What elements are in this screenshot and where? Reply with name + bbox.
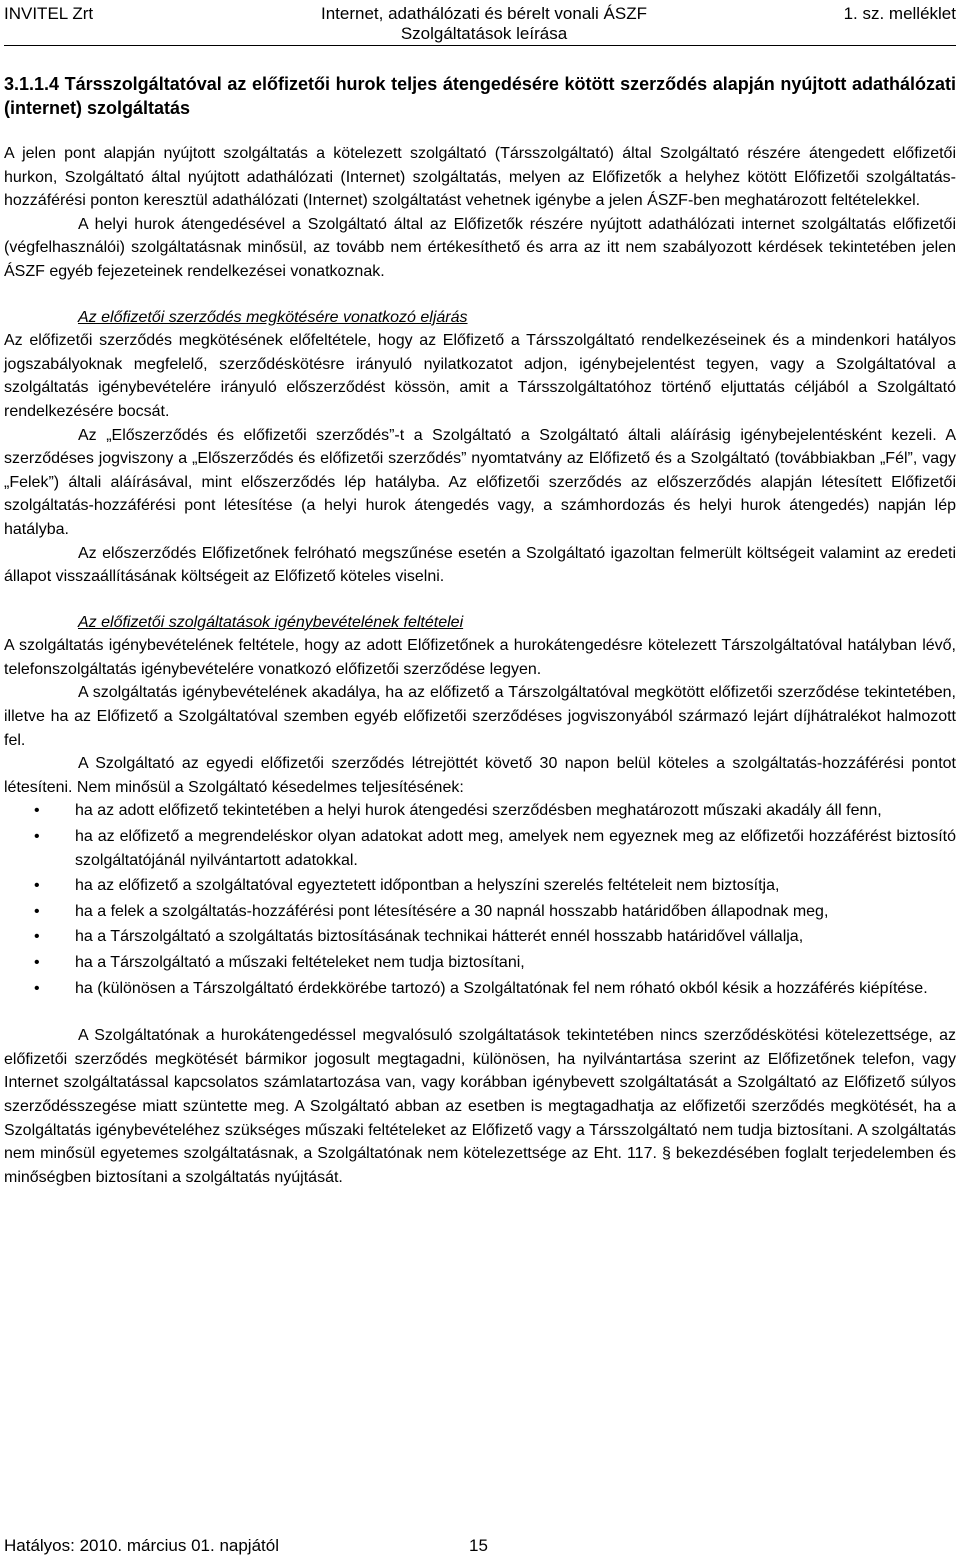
footer-validity-date: Hatályos: 2010. március 01. napjától bbox=[4, 1536, 279, 1555]
contract-paragraph-1: Az előfizetői szerződés megkötésének előfeltétele, hogy az Előfizető a Társszolgáltató rendelkezéseinek és a mindenkori hatályos jogszabályoknak megfelelő, szerződéskötésre irányuló nyilatkozatot adjon, igénybejelentést tegyen, vagy a Szolgáltatóval a szolgáltatás igénybevételére irányuló előszerződést kössön, amit a Társszolgáltatóhoz történő eljuttatás céljából a Szolgáltató rendelkezésére bocsát. bbox=[4, 332, 956, 420]
bullet-icon: • bbox=[34, 902, 40, 920]
list-item-text: ha az előfizető a megrendeléskor olyan adatokat adott meg, amelyek nem egyeznek meg az előfizetői hozzáférést biztosító szolgáltatójánál nyilvántartott adatokkal. bbox=[75, 828, 956, 869]
header-document-title bbox=[304, 4, 664, 44]
bullet-icon: • bbox=[34, 877, 40, 895]
list-item bbox=[4, 825, 956, 872]
spacer bbox=[4, 284, 956, 306]
bullet-icon: • bbox=[34, 802, 40, 820]
header-title-line2: Szolgáltatások leírása bbox=[400, 24, 568, 43]
list-item bbox=[4, 951, 956, 975]
subsection-title-contract: Az előfizetői szerződés megkötésére vonatkozó eljárás bbox=[78, 308, 468, 326]
header-divider bbox=[4, 45, 956, 46]
intro-paragraph-1: A jelen pont alapján nyújtott szolgáltatás a kötelezett szolgáltató (Társszolgáltató) által Szolgáltató részére átengedett előfizetői hurkon, Szolgáltató által nyújtott adathálózati (Internet) szolgáltatás, melyen az Előfizetők a helyhez kötött Előfizetői szolgáltatás-hozzáférési ponton keresztül adathálózati (Internet) szolgáltatást vehetnek igénybe a jelen ÁSZF-ben meghatározott feltételekkel. bbox=[4, 145, 956, 210]
spacer bbox=[4, 1002, 956, 1024]
document-body bbox=[4, 72, 956, 1189]
contract-paragraph-3: Az előszerződés Előfizetőnek felróható megszűnése esetén a Szolgáltató igazoltan felmerült költségeit valamint az eredeti állapot visszaállításának költségeit az Előfizető köteles viselni. bbox=[4, 544, 956, 586]
list-item bbox=[4, 925, 956, 949]
page-footer bbox=[4, 1536, 488, 1556]
subsection-title-conditions: Az előfizetői szolgáltatások igénybevételének feltételei bbox=[78, 613, 464, 631]
page-number: 15 bbox=[469, 1536, 488, 1555]
conditions-paragraph-2: A szolgáltatás igénybevételének akadálya, ha az előfizető a Társzolgáltatóval megkötött előfizetői szerződése tekintetében, illetve ha az Előfizető a Szolgáltatóval szemben egyéb előfizetői szerződéses jogviszonyából származó lejárt díjhátralékot halmozott fel. bbox=[4, 684, 956, 749]
list-item-text: ha (különösen a Társzolgáltató érdekkörébe tartozó) a Szolgáltatónak fel nem róható okból késik a hozzáférés kiépítése. bbox=[75, 979, 928, 997]
header-title-line1: Internet, adathálózati és bérelt vonali ÁSZF bbox=[320, 4, 647, 23]
list-item bbox=[4, 874, 956, 898]
list-item bbox=[4, 977, 956, 1001]
contract-paragraph-2: Az „Előszerződés és előfizetői szerződés”-t a Szolgáltató a Szolgáltató általi aláírásig igénybejelentésként kezeli. A szerződéses jogviszony a „Előszerződés és előfizetői szerződés” nyomtatvány az Előfizető és a Szolgáltató (továbbiakban „Fél”, vagy „Felek”) általi aláírásával, mint előszerződés lép hatályba. Az előfizetői szerződés az előszerződés alapján létesített Előfizetői szolgáltatás-hozzáférési pont létesítése (a helyi hurok átengedés vagy, a számhordozás és helyi hurok átengedés) napján lép hatályba. bbox=[4, 426, 956, 538]
list-item-text: ha a Társzolgáltató a műszaki feltételeket nem tudja biztosítani, bbox=[75, 954, 525, 971]
bullet-icon: • bbox=[34, 979, 40, 997]
intro-paragraph-2: A helyi hurok átengedésével a Szolgáltató által az Előfizetők részére nyújtott adathálózati internet szolgáltatás előfizetői (végfelhasználói) szolgáltatásnak minősül, az tovább nem értékesíthető és arra az itt nem szabályozott kérdések tekintetében jelen ÁSZF egyéb fejezeteinek rendelkezései vonatkoznak. bbox=[4, 215, 956, 280]
conditions-paragraph-3: A Szolgáltató az egyedi előfizetői szerződés létrejöttét követő 30 napon belül köteles a szolgáltatás-hozzáférési pontot létesíteni. Nem minősül a Szolgáltató késedelmes teljesítésének: bbox=[4, 755, 956, 796]
bullet-icon: • bbox=[34, 828, 40, 846]
section-heading: 3.1.1.4 Társszolgáltatóval az előfizetői hurok teljes átengedésére kötött szerződés alapján nyújtott adathálózati (internet) szolgáltatás bbox=[4, 74, 956, 118]
list-item-text: ha a felek a szolgáltatás-hozzáférési pont létesítésére a 30 napnál hosszabb határidőben állapodnak meg, bbox=[75, 902, 829, 920]
spacer bbox=[4, 120, 956, 142]
list-item-text: ha a Társzolgáltató a szolgáltatás biztosításának technikai hátterét ennél hosszabb határidővel vállalja, bbox=[75, 928, 804, 946]
spacer bbox=[4, 589, 956, 611]
list-item bbox=[4, 799, 956, 823]
list-item bbox=[4, 900, 956, 924]
bullet-icon: • bbox=[34, 928, 40, 946]
conditions-paragraph-1: A szolgáltatás igénybevételének feltétele, hogy az adott Előfizetőnek a hurokátengedésre kötelezett Társzolgáltatóval hatályban lévő, telefonszolgáltatás igénybevételére vonatkozó előfizetői szerződése legyen. bbox=[4, 637, 956, 678]
bullet-icon: • bbox=[34, 954, 40, 971]
exceptions-list bbox=[4, 799, 956, 1000]
header-company: INVITEL Zrt bbox=[4, 4, 94, 23]
list-item-text: ha az előfizető a szolgáltatóval egyeztetett időpontban a helyszíni szerelés feltételeit nem biztosítja, bbox=[75, 877, 780, 895]
conditions-paragraph-4: A Szolgáltatónak a hurokátengedéssel megvalósuló szolgáltatások tekintetében nincs szerződéskötési kötelezettsége, az előfizetői szerződés megkötését bármikor jogosult megtagadni, különösen, ha nyilvántartása szerint az Előfizetőnek telefon, vagy Internet szolgáltatással kapcsolatos számlatartozása van, vagy korábban igénybevett szolgáltatását a Szolgáltató az Előfizető súlyos szerződésszegése miatt szüntette meg. A Szolgáltató abban az esetben is megtagadhatja az előfizetői szerződés megkötését, ha a Szolgáltatás igénybevételéhez szükséges műszaki feltételeket az Előfizető vagy a Társszolgáltató nem tudja biztosítani. A szolgáltatás nem minősül egyetemes szolgáltatásnak, a Szolgáltatónak nem kötelezettsége az Eht. 117. § bekezdésében foglalt terjedelemben és minőségben biztosítani a szolgáltatás nyújtását. bbox=[4, 1027, 956, 1186]
list-item-text: ha az adott előfizető tekintetében a helyi hurok átengedési szerződésben meghatározott műszaki akadály áll fenn, bbox=[75, 802, 882, 820]
header-annex-label: 1. sz. melléklet bbox=[843, 4, 956, 23]
